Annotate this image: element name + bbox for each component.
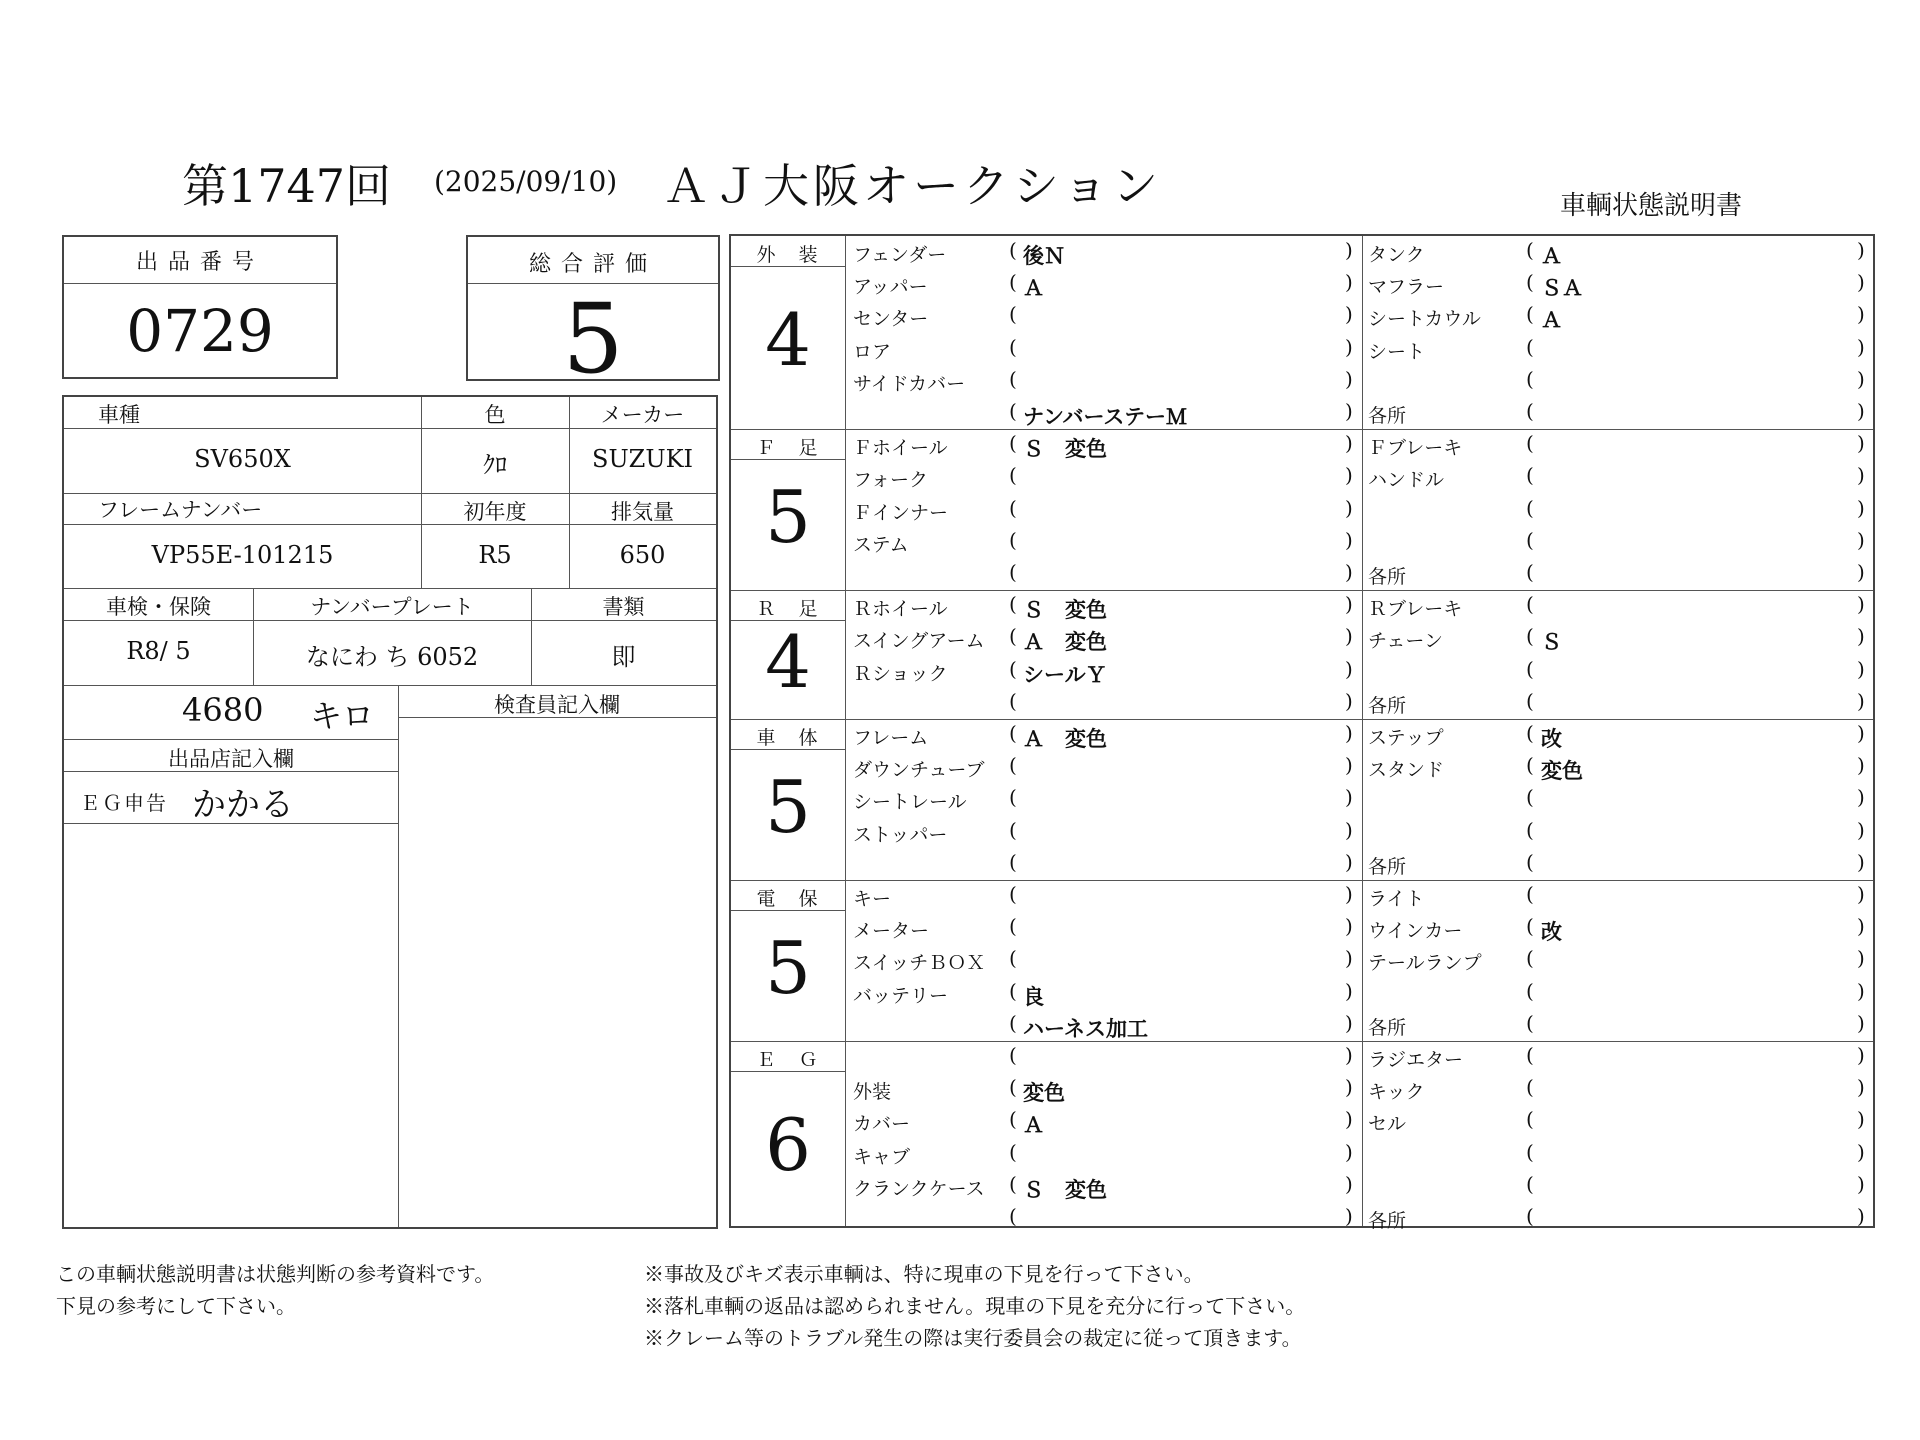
paren-close: ) (1857, 334, 1865, 359)
item-name: 各所 (1368, 694, 1407, 717)
paren-open: ( (1526, 753, 1534, 778)
paren-open: ( (1009, 495, 1017, 520)
paren-close: ) (1857, 1139, 1865, 1164)
paren-open: ( (1009, 849, 1017, 874)
paren-close: ) (1857, 1171, 1865, 1196)
item-name: フレーム (853, 727, 929, 749)
paren-open: ( (1526, 560, 1534, 584)
paren-open: ( (1009, 978, 1017, 1003)
paren-close: ) (1345, 463, 1353, 488)
item-name: 各所 (1368, 405, 1407, 427)
item-name: フェンダー (853, 244, 947, 266)
vehicle-info-table (62, 395, 718, 1229)
section-score: 4 (765, 297, 811, 382)
item-name: ライト (1368, 888, 1425, 910)
item-name: Ｆインナー (853, 501, 949, 524)
item-value: Ｓ (1541, 630, 1562, 655)
paren-open: ( (1009, 527, 1017, 552)
item-name: Ｒブレーキ (1368, 598, 1463, 621)
paren-close: ) (1857, 1075, 1865, 1100)
paren-close: ) (1857, 302, 1865, 327)
paren-open: ( (1009, 1010, 1017, 1035)
paren-close: ) (1345, 592, 1353, 617)
paren-open: ( (1009, 1204, 1017, 1228)
overall-score-box (466, 235, 720, 395)
item-name: Ｆブレーキ (1368, 437, 1463, 460)
paren-close: ) (1345, 527, 1353, 552)
paren-close: ) (1857, 849, 1865, 874)
paren-open: ( (1009, 302, 1017, 327)
paren-close: ) (1857, 1010, 1865, 1035)
item-name: セル (1368, 1113, 1407, 1136)
paren-open: ( (1526, 1204, 1534, 1228)
paren-open: ( (1526, 946, 1534, 971)
auction-name: ＡＪ大阪オークション (663, 159, 1163, 213)
paren-open: ( (1009, 721, 1017, 745)
paren-open: ( (1526, 399, 1534, 423)
item-value: Ｓ 変色 (1023, 598, 1107, 623)
inspection-label: 車検・保険 (106, 595, 211, 619)
plate-value: なにわ ち 6052 (305, 643, 479, 671)
item-value: 改 (1541, 727, 1562, 751)
paren-open: ( (1009, 946, 1017, 971)
paren-close: ) (1345, 238, 1353, 262)
color-value: ｸﾛ (483, 451, 507, 479)
paren-open: ( (1526, 817, 1534, 842)
paren-open: ( (1009, 1139, 1017, 1164)
paren-close: ) (1857, 527, 1865, 552)
note-left-1: この車輌状態説明書は状態判断の参考資料です。 (56, 1262, 495, 1286)
item-name: スイッチＢＯＸ (853, 952, 986, 975)
inspection-value: R8/ 5 (126, 637, 191, 665)
item-name: クランクケース (853, 1177, 985, 1200)
paren-close: ) (1345, 560, 1353, 584)
paren-open: ( (1526, 656, 1534, 681)
paren-close: ) (1345, 1139, 1353, 1164)
document-title: 車輌状態説明書 (1560, 191, 1743, 221)
item-value: シールＹ (1023, 662, 1107, 687)
paren-close: ) (1345, 1010, 1353, 1035)
paren-open: ( (1009, 399, 1017, 423)
paren-open: ( (1526, 495, 1534, 520)
section-label: 車 体 (756, 727, 820, 749)
item-name: マフラー (1368, 276, 1445, 299)
paren-open: ( (1009, 882, 1017, 906)
section-score: 6 (765, 1102, 811, 1187)
paren-close: ) (1857, 914, 1865, 939)
item-name: 各所 (1368, 1016, 1407, 1039)
lot-number-label: 出品番号 (135, 250, 264, 275)
paren-close: ) (1345, 882, 1353, 906)
item-name: Ｒホイール (853, 598, 948, 621)
item-name: 各所 (1368, 1210, 1407, 1232)
documents-label: 書類 (602, 595, 645, 619)
paren-open: ( (1526, 527, 1534, 552)
item-name: カバー (853, 1113, 911, 1136)
paren-close: ) (1857, 946, 1865, 971)
item-name: ステップ (1368, 727, 1444, 749)
paren-close: ) (1857, 1107, 1865, 1132)
item-name: Ｒショック (853, 662, 948, 685)
overall-score-value: 5 (562, 283, 624, 395)
paren-open: ( (1526, 463, 1534, 488)
paren-open: ( (1009, 592, 1017, 617)
item-value: Ａ 変色 (1023, 630, 1107, 655)
paren-open: ( (1009, 753, 1017, 778)
item-name: ストッパー (853, 823, 948, 846)
model-label: 車種 (98, 403, 140, 427)
item-name: センター (853, 308, 929, 331)
plate-label: ナンバープレート (310, 595, 474, 619)
item-value: 改 (1541, 920, 1562, 945)
paren-close: ) (1857, 495, 1865, 520)
frame-number-value: VP55E-101215 (151, 541, 334, 569)
paren-open: ( (1009, 688, 1017, 713)
paren-open: ( (1526, 302, 1534, 327)
item-name: シートカウル (1368, 308, 1481, 331)
paren-close: ) (1345, 914, 1353, 939)
item-name: ロア (853, 340, 892, 363)
paren-close: ) (1345, 1107, 1353, 1132)
auction-date: (2025/09/10) (434, 165, 618, 198)
paren-open: ( (1009, 1043, 1017, 1067)
paren-open: ( (1009, 1107, 1017, 1132)
section-score: 5 (765, 764, 811, 849)
item-name: スタンド (1368, 759, 1445, 782)
item-name: テールランプ (1368, 952, 1482, 975)
paren-close: ) (1857, 817, 1865, 842)
paren-close: ) (1857, 270, 1865, 295)
paren-open: ( (1526, 849, 1534, 874)
paren-close: ) (1857, 366, 1865, 391)
paren-close: ) (1857, 785, 1865, 810)
first-year-value: R5 (478, 541, 512, 569)
maker-label: メーカー (600, 403, 685, 427)
paren-close: ) (1345, 399, 1353, 423)
paren-open: ( (1526, 688, 1534, 713)
paren-close: ) (1345, 1171, 1353, 1196)
paren-open: ( (1526, 431, 1534, 456)
section-score: 5 (765, 474, 811, 559)
lot-number-value: 0729 (126, 297, 274, 365)
paren-open: ( (1526, 1043, 1534, 1067)
paren-open: ( (1526, 882, 1534, 906)
paren-close: ) (1345, 495, 1353, 520)
paren-open: ( (1009, 270, 1017, 295)
section-label: 電 保 (756, 888, 820, 910)
paren-close: ) (1345, 334, 1353, 359)
mileage-value: 4680 (182, 691, 264, 729)
paren-open: ( (1526, 914, 1534, 939)
paren-open: ( (1009, 366, 1017, 391)
paren-close: ) (1857, 656, 1865, 681)
item-value: Ａ (1541, 308, 1562, 333)
paren-close: ) (1857, 1043, 1865, 1067)
paren-close: ) (1345, 270, 1353, 295)
section-label: Ｅ Ｇ (756, 1049, 820, 1071)
paren-close: ) (1857, 238, 1865, 262)
note-left-2: 下見の参考にして下さい。 (56, 1294, 296, 1318)
paren-open: ( (1009, 334, 1017, 359)
item-name: スイングアーム (853, 630, 985, 653)
paren-open: ( (1526, 978, 1534, 1003)
eg-declaration-label: ＥＧ申告 (80, 791, 168, 815)
paren-open: ( (1009, 1171, 1017, 1196)
paren-open: ( (1526, 1107, 1534, 1132)
item-name: 各所 (1368, 566, 1407, 588)
item-value: ＳＡ (1541, 276, 1583, 301)
section-label: Ｆ 足 (756, 437, 820, 460)
paren-close: ) (1857, 688, 1865, 713)
paren-close: ) (1857, 753, 1865, 778)
paren-close: ) (1345, 366, 1353, 391)
item-value: Ａ (1023, 1113, 1044, 1138)
documents-value: 即 (611, 643, 636, 671)
paren-open: ( (1009, 914, 1017, 939)
paren-close: ) (1345, 431, 1353, 456)
item-name: ステム (853, 533, 909, 556)
item-name: ダウンチューブ (853, 759, 985, 782)
paren-close: ) (1345, 624, 1353, 649)
paren-open: ( (1526, 721, 1534, 745)
item-value: ナンバーステーＭ (1023, 405, 1188, 429)
note-right-3: ※クレーム等のトラブル発生の際は実行委員会の裁定に従って頂きます。 (644, 1326, 1302, 1350)
paren-open: ( (1526, 624, 1534, 649)
paren-close: ) (1345, 302, 1353, 327)
paren-open: ( (1526, 1171, 1534, 1196)
item-name: シートレール (853, 791, 967, 814)
paren-close: ) (1857, 721, 1865, 745)
displacement-label: 排気量 (611, 500, 674, 524)
item-value: 変色 (1541, 759, 1583, 784)
paren-open: ( (1526, 1010, 1534, 1035)
paren-close: ) (1345, 1075, 1353, 1100)
shop-notes-label: 出品店記入欄 (168, 747, 294, 771)
paren-close: ) (1857, 592, 1865, 617)
paren-open: ( (1009, 238, 1017, 262)
note-right-1: ※事故及びキズ表示車輌は、特に現車の下見を行って下さい。 (644, 1262, 1204, 1286)
paren-open: ( (1009, 656, 1017, 681)
paren-close: ) (1345, 946, 1353, 971)
paren-close: ) (1857, 463, 1865, 488)
paren-close: ) (1345, 721, 1353, 745)
paren-open: ( (1009, 431, 1017, 456)
item-name: キック (1368, 1081, 1425, 1104)
paren-open: ( (1526, 238, 1534, 262)
item-name: 外装 (853, 1081, 892, 1104)
paren-close: ) (1345, 1204, 1353, 1228)
auction-round: 第1747回 (182, 159, 392, 213)
paren-open: ( (1009, 560, 1017, 584)
paren-close: ) (1857, 1204, 1865, 1228)
item-value: 変色 (1023, 1081, 1065, 1106)
paren-close: ) (1345, 785, 1353, 810)
item-name: バッテリー (853, 984, 949, 1007)
paren-close: ) (1345, 656, 1353, 681)
item-value: Ｓ 変色 (1023, 1177, 1107, 1202)
paren-close: ) (1857, 882, 1865, 906)
lot-number-box (62, 235, 338, 379)
paren-close: ) (1345, 849, 1353, 874)
item-value: Ａ (1541, 244, 1562, 268)
frame-number-label: フレームナンバー (98, 498, 263, 522)
item-value: Ｓ 変色 (1023, 437, 1107, 462)
item-name: シート (1368, 340, 1426, 363)
item-value: Ａ (1023, 276, 1044, 301)
inspector-notes-label: 検査員記入欄 (494, 693, 620, 717)
paren-open: ( (1526, 1139, 1534, 1164)
section-score: 4 (765, 619, 811, 704)
paren-open: ( (1526, 592, 1534, 617)
item-name: サイドカバー (853, 372, 966, 395)
paren-close: ) (1857, 399, 1865, 423)
paren-close: ) (1345, 688, 1353, 713)
paren-close: ) (1345, 978, 1353, 1003)
item-name: 各所 (1368, 855, 1407, 878)
paren-open: ( (1009, 817, 1017, 842)
note-right-2: ※落札車輌の返品は認められません。現車の下見を充分に行って下さい。 (644, 1294, 1306, 1318)
mileage-unit: キロ (310, 697, 375, 735)
item-name: フォーク (853, 469, 929, 492)
paren-close: ) (1345, 1043, 1353, 1067)
paren-open: ( (1526, 366, 1534, 391)
first-year-label: 初年度 (463, 500, 527, 524)
paren-open: ( (1009, 785, 1017, 810)
item-value: ハーネス加工 (1023, 1016, 1148, 1041)
paren-close: ) (1857, 978, 1865, 1003)
item-name: アッパー (853, 276, 928, 299)
paren-close: ) (1857, 431, 1865, 456)
item-name: ラジエター (1368, 1049, 1464, 1071)
displacement-value: 650 (619, 541, 666, 569)
paren-open: ( (1009, 1075, 1017, 1100)
item-name: キー (853, 888, 892, 910)
item-value: 良 (1023, 984, 1044, 1009)
item-name: チェーン (1368, 630, 1444, 653)
paren-open: ( (1009, 624, 1017, 649)
section-label: Ｒ 足 (756, 598, 820, 621)
item-value: 後Ｎ (1023, 244, 1065, 268)
paren-close: ) (1857, 560, 1865, 584)
item-name: メーター (853, 920, 930, 943)
eg-declaration-value: かかる (192, 785, 294, 825)
section-score: 5 (765, 925, 811, 1010)
item-value: Ａ 変色 (1023, 727, 1107, 751)
condition-table (729, 234, 1875, 1232)
paren-open: ( (1526, 270, 1534, 295)
section-label: 外 装 (756, 244, 820, 266)
item-name: キャブ (853, 1145, 911, 1168)
maker-value: SUZUKI (592, 445, 693, 473)
paren-close: ) (1345, 753, 1353, 778)
paren-open: ( (1526, 1075, 1534, 1100)
paren-close: ) (1857, 624, 1865, 649)
overall-score-label: 総合評価 (528, 252, 657, 277)
color-label: 色 (484, 403, 506, 427)
item-name: ウインカー (1368, 920, 1463, 943)
item-name: ハンドル (1368, 469, 1445, 492)
model-value: SV650X (194, 445, 291, 473)
item-name: タンク (1368, 244, 1425, 266)
item-name: Ｆホイール (853, 437, 948, 460)
paren-open: ( (1526, 785, 1534, 810)
paren-open: ( (1526, 334, 1534, 359)
paren-open: ( (1009, 463, 1017, 488)
paren-close: ) (1345, 817, 1353, 842)
